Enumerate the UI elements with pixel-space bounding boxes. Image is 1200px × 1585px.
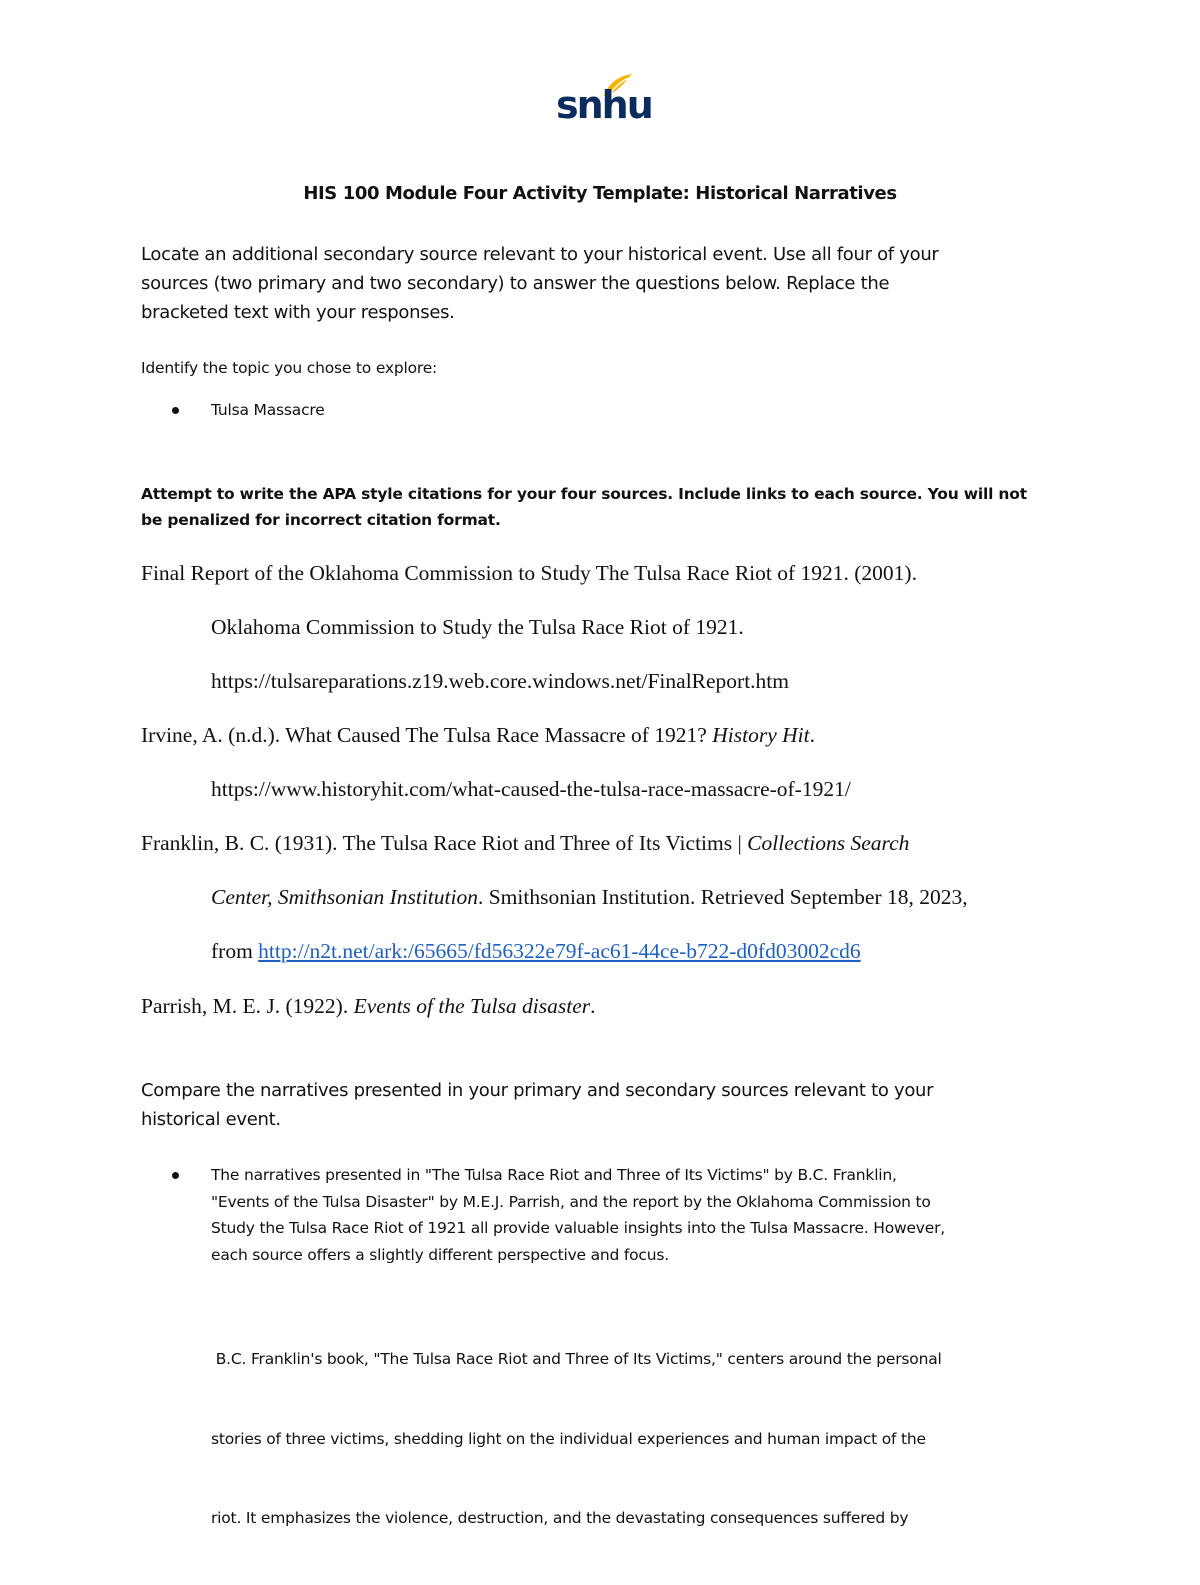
citation-prompt-line-2: be penalized for incorrect citation format. [141,511,501,529]
citation-1-line-3: https://tulsareparations.z19.web.core.windows.net/FinalReport.htm [211,669,790,693]
citation-prompt [141,481,1071,533]
citation-prompt-line-1: Attempt to write the APA style citations for your four sources. Include links to each source. You will not [141,485,1027,503]
citation-3-collection: Collections Search [747,831,910,855]
intro-line-2: sources (two primary and two secondary) to answer the questions below. Replace the [141,273,890,294]
compare-answer-line: The narratives presented in "The Tulsa Race Riot and Three of Its Victims" by B.C. Franklin, [211,1166,897,1184]
page-title: HIS 100 Module Four Activity Template: Historical Narratives [303,183,897,204]
citation-4-period: . [590,994,596,1018]
citation-2-line-2: https://www.historyhit.com/what-caused-the-tulsa-race-massacre-of-1921/ [211,777,851,801]
citation-3-text: Franklin, B. C. (1931). The Tulsa Race Riot and Three of Its Victims | [141,831,748,855]
citation-2-text: Irvine, A. (n.d.). What Caused The Tulsa Race Massacre of 1921? [141,723,713,747]
citation-4-title: Events of the Tulsa disaster [353,994,591,1018]
compare-answer-line: B.C. Franklin's book, "The Tulsa Race Riot and Three of Its Victims," centers around the personal [211,1350,942,1368]
compare-answer-line: riot. It emphasizes the violence, destruction, and the devastating consequences suffered by [211,1509,909,1527]
topic-prompt: Identify the topic you chose to explore: [141,359,438,377]
topic-answer: Tulsa Massacre [211,401,325,419]
intro-line-3: bracketed text with your responses. [141,302,455,323]
citation-3-link[interactable]: http://n2t.net/ark:/65665/fd56322e79f-ac61-44ce-b722-d0fd03002cd6 [258,939,861,963]
citation-4 [141,994,595,1020]
citation-2-line-1 [141,723,815,749]
citation-3-retrieved: . Smithsonian Institution. Retrieved September 18, 2023, [477,885,968,909]
bullet-icon [172,407,179,414]
compare-prompt-line-2: historical event. [141,1109,281,1130]
citation-3-line-3 [211,939,861,965]
compare-answer-line: "Events of the Tulsa Disaster" by M.E.J. Parrish, and the report by the Oklahoma Commission to [211,1192,931,1211]
citation-1-line-1: Final Report of the Oklahoma Commission to Study The Tulsa Race Riot of 1921. (2001). [141,561,917,585]
compare-answer-line: Study the Tulsa Race Riot of 1921 all provide valuable insights into the Tulsa Massacre. However, [211,1219,945,1237]
compare-answer-paragraph-2 [211,1293,1071,1585]
citation-3-collection-cont: Center, Smithsonian Institution [211,885,478,909]
citation-2-publisher: History Hit [712,723,810,747]
citation-4-text: Parrish, M. E. J. (1922). [141,994,354,1018]
intro-line-1: Locate an additional secondary source relevant to your historical event. Use all four of your [141,244,939,265]
compare-answer-line: each source offers a slightly different perspective and focus. [211,1245,669,1264]
citation-3-from: from [211,939,259,963]
bullet-icon [172,1172,179,1179]
snhu-logo [556,72,652,132]
logo-wordmark: snhu [556,83,652,127]
compare-answer-paragraph-1 [211,1162,1071,1268]
citation-3-line-2 [211,885,968,911]
citation-3-line-1 [141,831,909,857]
compare-prompt-line-1: Compare the narratives presented in your primary and secondary sources relevant to your [141,1080,934,1101]
citation-2-period: . [809,723,815,747]
intro-paragraph [141,240,1061,327]
citation-1-line-2: Oklahoma Commission to Study the Tulsa Race Riot of 1921. [211,615,744,639]
compare-answer-line: stories of three victims, shedding light on the individual experiences and human impact of the [211,1429,926,1448]
compare-prompt [141,1076,1061,1134]
